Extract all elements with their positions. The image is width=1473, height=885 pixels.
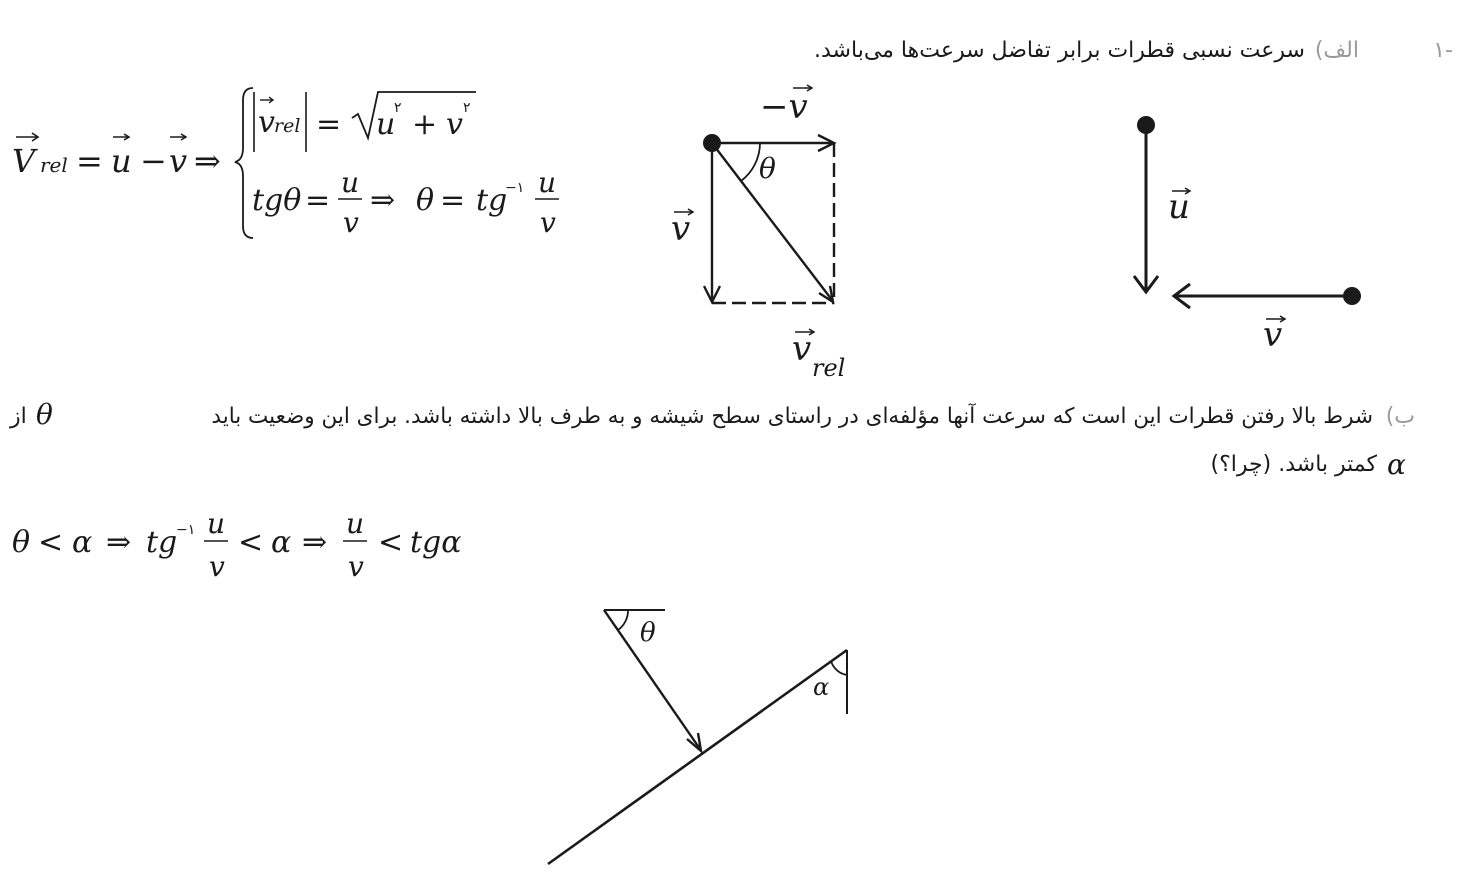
label-theta-rel: θ	[759, 152, 776, 185]
eq-a2-implies: ⇒	[370, 183, 396, 218]
label-vrel: v	[792, 329, 812, 369]
eq-a1-pow1: ۲	[394, 100, 402, 116]
eq-b-alpha2: α	[271, 525, 292, 560]
slope-label-alpha: α	[813, 673, 830, 701]
eq-a2-theta: θ	[416, 183, 435, 218]
label-v-left: v	[1263, 315, 1283, 355]
problem-number: -۱	[1433, 38, 1453, 63]
eq-b-imp1: ⇒	[106, 525, 132, 560]
eq-b-num1: u	[207, 507, 226, 540]
eq-a2-den: v	[343, 206, 359, 239]
eq-a1-u: u	[376, 107, 396, 142]
part-b-theta: θ	[36, 398, 53, 431]
eq-a1-v2: v	[446, 107, 463, 142]
eq-b-tgalpha: tgα	[410, 525, 462, 560]
eq-a1-pow2: ۲	[463, 100, 471, 116]
label-minus-v: −v	[760, 87, 808, 127]
eq-b-lt3: <	[378, 525, 404, 560]
eq-a1-plus: +	[412, 107, 438, 142]
eq-b-num2: u	[346, 507, 365, 540]
eq-a-V-sub: rel	[40, 153, 68, 177]
eq-a2-tg2: tg	[476, 183, 508, 218]
eq-a2-num2: u	[538, 166, 557, 199]
eq-b-theta: θ	[12, 525, 31, 560]
part-b-from: از	[10, 404, 27, 429]
eq-a-implies: ⇒	[194, 142, 221, 180]
eq-a-u: u	[111, 142, 132, 180]
eq-b-imp2: ⇒	[302, 525, 328, 560]
eq-a2-equals2: =	[440, 183, 466, 218]
label-vrel-sub: rel	[812, 354, 846, 382]
eq-a1-v: v	[258, 105, 275, 140]
eq-a1-sub: rel	[274, 115, 301, 137]
eq-a-V: V	[12, 142, 36, 180]
label-v-down: v	[671, 209, 691, 249]
part-a-text: سرعت نسبی قطرات برابر تفاضل سرعت‌ها می‌باشد.	[814, 38, 1305, 63]
eq-a-equals: =	[76, 142, 103, 180]
eq-b-tg: tg	[146, 525, 178, 560]
eq-b-lt2: <	[238, 525, 264, 560]
part-b-line2: کمتر باشد. (چرا؟)	[1210, 452, 1377, 477]
eq-b-den1: v	[209, 550, 225, 583]
part-b-line1: شرط بالا رفتن قطرات این است که سرعت آنها مؤلفه‌ای در راستای سطح شیشه و به طرف بالا داشته باشد. برای این وضعیت باید	[211, 404, 1373, 429]
eq-a-minus: −	[140, 142, 167, 180]
label-u: u	[1168, 187, 1190, 227]
eq-b-alpha1: α	[72, 525, 93, 560]
slope-label-theta: θ	[640, 618, 656, 648]
eq-a-v: v	[169, 142, 188, 180]
eq-b-inv: −۱	[176, 522, 196, 538]
eq-b-den2: v	[348, 550, 364, 583]
part-a-label: الف)	[1314, 38, 1359, 63]
eq-a2-inv: −۱	[505, 180, 525, 196]
eq-a2-num: u	[341, 166, 360, 199]
part-b-label: ب)	[1385, 404, 1415, 429]
eq-a2-tg: tgθ	[252, 183, 302, 218]
eq-a2-den2: v	[540, 206, 556, 239]
eq-b-lt1: <	[38, 525, 64, 560]
eq-a2-equals: =	[305, 183, 331, 218]
eq-a1-equals: =	[316, 107, 342, 142]
part-b-alpha: α	[1387, 448, 1406, 481]
